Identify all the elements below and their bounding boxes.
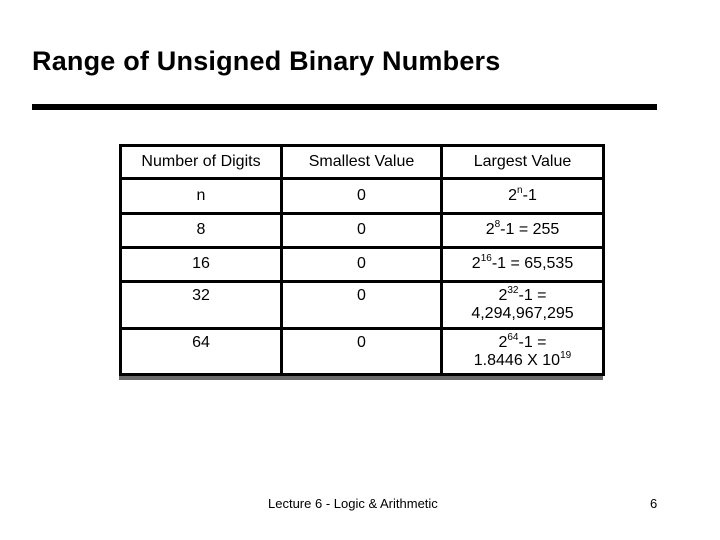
- cell-largest: [443, 283, 602, 326]
- cell-digits: 8: [122, 215, 280, 246]
- page-number: 6: [650, 496, 658, 511]
- largest-base: 2: [498, 287, 508, 305]
- range-table-frame: [119, 144, 603, 380]
- slide-title: Range of Unsigned Binary Numbers: [32, 46, 501, 76]
- header-largest-value: Largest Value: [443, 147, 602, 177]
- table-row: [122, 215, 602, 246]
- largest-line-2-text: 4,294,967,295: [471, 305, 574, 323]
- table-row: [122, 330, 602, 373]
- largest-exponent: n: [517, 184, 523, 196]
- largest-exponent: 16: [480, 253, 492, 265]
- title-underline-rule: [32, 104, 657, 110]
- largest-line-2-exponent: 19: [560, 349, 572, 361]
- largest-rest: -1 =: [518, 287, 547, 305]
- cell-largest: [443, 180, 602, 211]
- largest-base: 2: [508, 186, 518, 204]
- largest-rest: -1 = 65,535: [491, 255, 574, 273]
- cell-largest: [443, 330, 602, 373]
- cell-digits: 16: [122, 249, 280, 280]
- largest-exponent: 8: [494, 219, 501, 231]
- cell-smallest: 0: [283, 249, 440, 280]
- cell-digits: 32: [122, 283, 280, 326]
- table-header-row: [122, 147, 602, 177]
- largest-base: 2: [471, 255, 481, 273]
- table-row: [122, 283, 602, 326]
- largest-line-1: [445, 287, 600, 305]
- largest-rest: -1 =: [518, 333, 547, 351]
- largest-base: 2: [485, 221, 495, 239]
- table-row: [122, 180, 602, 211]
- largest-rest: -1: [522, 186, 537, 204]
- cell-smallest: 0: [283, 283, 440, 326]
- largest-line-2-text: 1.8446 X 10: [473, 351, 561, 369]
- largest-exponent: 64: [507, 331, 519, 343]
- largest-line-2: [445, 349, 600, 370]
- largest-line-1: [445, 331, 600, 352]
- cell-smallest: 0: [283, 215, 440, 246]
- cell-largest: [443, 215, 602, 246]
- cell-digits: 64: [122, 330, 280, 373]
- largest-exponent: 32: [507, 285, 519, 297]
- table-row: [122, 249, 602, 280]
- cell-smallest: 0: [283, 330, 440, 373]
- largest-rest: -1 = 255: [500, 221, 560, 239]
- largest-base: 2: [498, 333, 508, 351]
- cell-digits: n: [122, 180, 280, 211]
- largest-line-2: [445, 305, 600, 323]
- slide-footer: Lecture 6 - Logic & Arithmetic: [268, 496, 438, 511]
- header-smallest-value: Smallest Value: [283, 147, 440, 177]
- range-table: [119, 144, 605, 376]
- cell-largest: [443, 249, 602, 280]
- cell-smallest: 0: [283, 180, 440, 211]
- header-number-of-digits: Number of Digits: [122, 147, 280, 177]
